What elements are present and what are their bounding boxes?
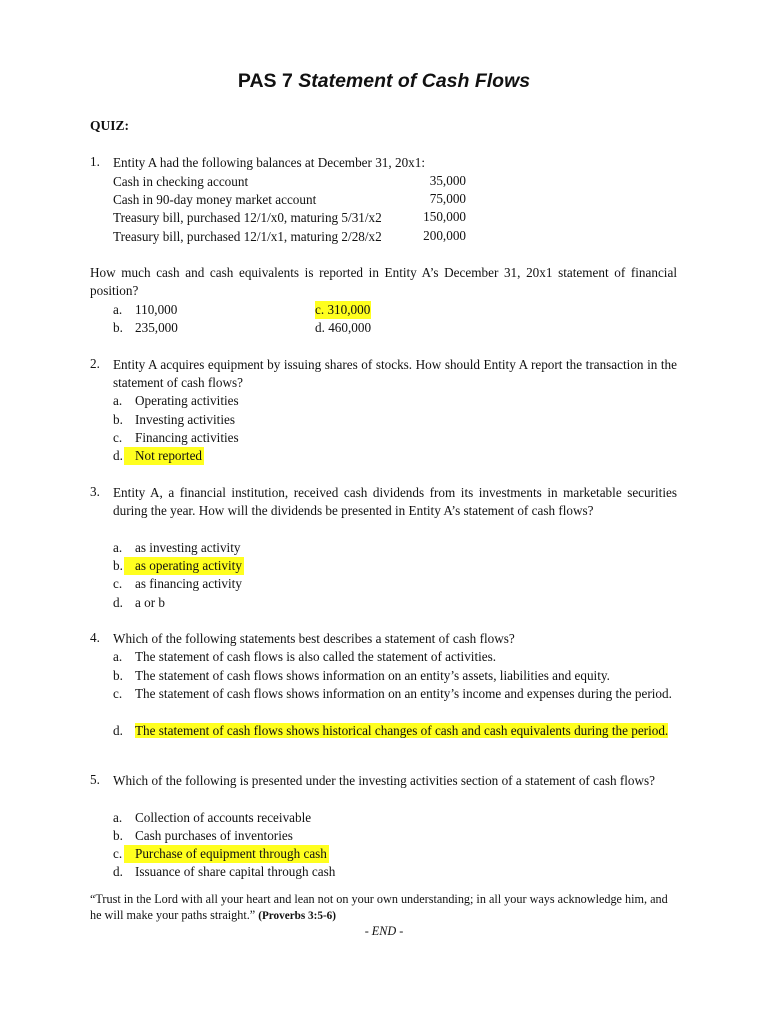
option-letter: d.: [113, 448, 123, 463]
question-text: Which of the following is presented under the investing activities section of a statement of cash flows?: [113, 773, 656, 788]
option-text: The statement of cash flows is also called the statement of activities.: [135, 649, 497, 664]
bible-quote: [90, 892, 680, 924]
option-letter: c.: [113, 686, 123, 701]
balance-amount: 200,000: [423, 228, 466, 243]
option-letter: b.: [113, 668, 123, 683]
quote-reference: (Proverbs 3:5-6): [258, 909, 336, 922]
option-letter: c.: [113, 846, 123, 861]
option-text: a or b: [135, 595, 166, 610]
option-item: [315, 319, 371, 337]
option-letter: d.: [113, 864, 123, 879]
option-letter: b.: [113, 412, 123, 427]
balance-label: Cash in checking account: [113, 174, 249, 189]
option-letter: a.: [113, 302, 123, 317]
question-intro: Entity A had the following balances at December 31, 20x1:: [113, 155, 426, 170]
balance-amount: 35,000: [429, 173, 466, 188]
option-text: Operating activities: [135, 393, 239, 408]
option-text: 235,000: [135, 320, 178, 335]
correct-answer-highlight: [124, 447, 204, 465]
option-text: Purchase of equipment through cash: [135, 846, 327, 861]
option-letter: d.: [315, 320, 325, 335]
option-letter: a.: [113, 649, 123, 664]
quiz-heading: QUIZ:: [90, 118, 130, 133]
question-text: How much cash and cash equivalents is reported in Entity A’s December 31, 20x1 statement of financial position?: [90, 265, 677, 299]
balance-amount: 150,000: [423, 209, 466, 224]
balance-amount: 75,000: [429, 191, 466, 206]
option-letter: b.: [113, 320, 123, 335]
option-text: as investing activity: [135, 540, 241, 555]
option-text: Cash purchases of inventories: [135, 828, 293, 843]
correct-answer-highlight: [315, 301, 371, 319]
option-letter: c.: [315, 302, 325, 317]
option-letter: c.: [113, 576, 123, 591]
question-number: 1.: [90, 154, 100, 169]
option-letter: d.: [113, 723, 123, 738]
option-text: Not reported: [135, 448, 203, 463]
option-text: Collection of accounts receivable: [135, 810, 312, 825]
question-text: Entity A, a financial institution, received cash dividends from its investments in marketable securities during the year. How will the dividends be presented in Entity A’s statement of cash flows?: [113, 485, 677, 519]
balance-label: Treasury bill, purchased 12/1/x0, maturing 5/31/x2: [113, 210, 382, 225]
question-text: Which of the following statements best describes a statement of cash flows?: [113, 631, 515, 646]
quote-text: “Trust in the Lord with all your heart and lean not on your own understanding; in all your ways acknowledge him, and he will make your paths straight.”: [90, 892, 668, 922]
page-title: [0, 70, 768, 93]
question-number: 5.: [90, 772, 100, 787]
option-text: 310,000: [327, 302, 371, 317]
title-italic: Statement of Cash Flows: [298, 70, 531, 92]
option-letter: b.: [113, 828, 123, 843]
option-text: Financing activities: [135, 430, 239, 445]
option-text: as financing activity: [135, 576, 242, 591]
correct-answer-highlight: [124, 557, 244, 575]
option-text: The statement of cash flows shows information on an entity’s income and expenses during the period.: [135, 686, 672, 701]
option-text: The statement of cash flows shows information on an entity’s assets, liabilities and equity.: [135, 668, 610, 683]
question-number: 4.: [90, 630, 100, 645]
end-marker: - END -: [364, 924, 404, 938]
question-number: 3.: [90, 484, 100, 499]
option-text: 460,000: [328, 320, 372, 335]
correct-answer-highlight: [124, 845, 329, 863]
title-prefix: PAS 7: [237, 70, 293, 92]
balance-label: Cash in 90-day money market account: [113, 192, 317, 207]
option-letter: a.: [113, 810, 123, 825]
question-text: Entity A acquires equipment by issuing shares of stocks. How should Entity A report the transaction in the statement of cash flows?: [113, 357, 677, 391]
correct-answer-highlight: [135, 722, 677, 740]
option-text: as operating activity: [135, 558, 242, 573]
question-number: 2.: [90, 356, 100, 371]
option-letter: a.: [113, 393, 123, 408]
option-letter: d.: [113, 595, 123, 610]
option-text: The statement of cash flows shows historical changes of cash and cash equivalents during the period.: [135, 723, 669, 738]
option-letter: b.: [113, 558, 123, 573]
balance-label: Treasury bill, purchased 12/1/x1, maturing 2/28/x2: [113, 229, 382, 244]
option-text: Investing activities: [135, 412, 235, 427]
option-letter: c.: [113, 430, 123, 445]
option-text: Issuance of share capital through cash: [135, 864, 336, 879]
option-letter: a.: [113, 540, 123, 555]
option-text: 110,000: [135, 302, 178, 317]
